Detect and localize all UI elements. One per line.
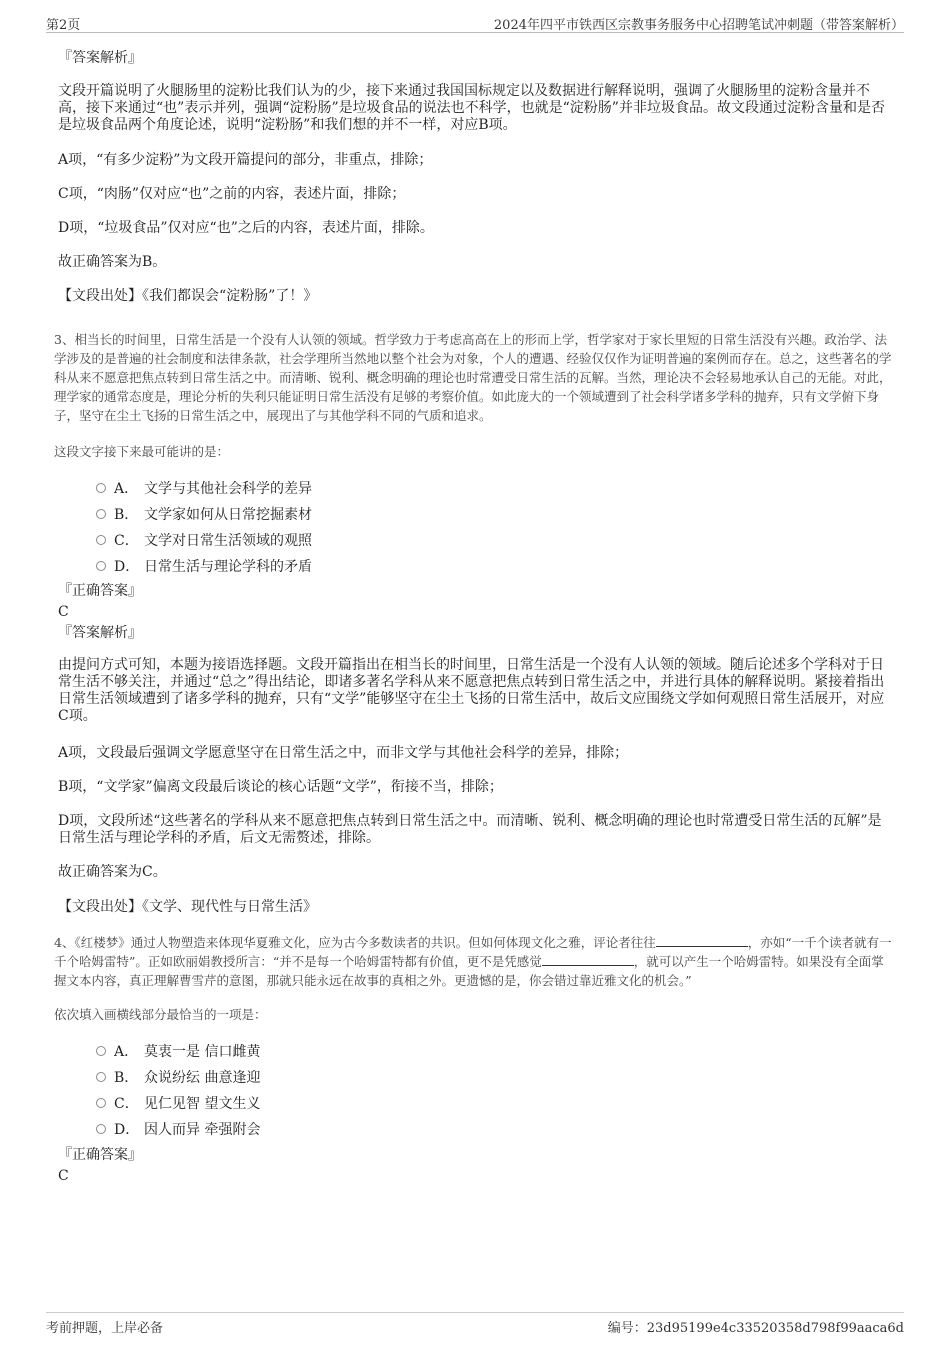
fill-blank-1 [656, 934, 748, 947]
page-number: 第2页 [46, 18, 81, 33]
q3-option-a-note: A项，文段最后强调文学愿意坚守在日常生活之中，而非文学与其他社会科学的差异，排除； [58, 745, 629, 761]
q4-option-a[interactable]: A． 莫衷一是 信口雌黄 [96, 1041, 260, 1061]
q3-option-c[interactable]: C． 文学对日常生活领域的观照 [96, 530, 312, 550]
q3-option-d[interactable]: D． 日常生活与理论学科的矛盾 [96, 556, 312, 576]
q3-question-text: 3、相当长的时间里，日常生活是一个没有人认领的领域。哲学致力于考虑高高在上的形而上学，哲学家对于家长里短的日常生活没有兴趣。政治学、法学涉及的是普遍的社会制度和法律条款，社会学理所当然地以整个社会为对象，个人的遭遇、经验仅仅作为证明普遍的案例而存在。总之，这些著名的学科从来不愿意把焦点转到日常生活之中。而清晰、锐利、概念明确的理论也时常遭受日常生活的瓦解。当然，理论决不会轻易地承认自己的无能。对此，理学家的通常态度是，理论分析的失利只能证明日常生活没有足够的考察价值。如此庞大的一个领域遭到了社会科学诸多学科的抛弃，只有文学俯下身子，坚守在尘土飞扬的日常生活之中，展现出了与其他学科不同的气质和追求。 [54, 332, 892, 423]
fill-blank-2 [542, 953, 634, 966]
q3-option-b[interactable]: B． 文学家如何从日常挖掘素材 [96, 504, 312, 524]
q2-source: 【文段出处】《我们都误会“淀粉肠”了！》 [58, 288, 318, 304]
q4-answer: C [58, 1168, 69, 1184]
q4-option-c[interactable]: C． 见仁见智 望文生义 [96, 1093, 260, 1113]
radio-icon[interactable] [96, 1072, 106, 1082]
page-footer [46, 1312, 904, 1337]
radio-icon[interactable] [96, 1124, 106, 1134]
document-title: 2024年四平市铁西区宗教事务服务中心招聘笔试冲刺题（带答案解析） [493, 18, 904, 33]
q3-option-a[interactable]: A． 文学与其他社会科学的差异 [96, 478, 312, 498]
q4-prompt: 依次填入画横线部分最恰当的一项是： [54, 1007, 267, 1022]
radio-icon[interactable] [96, 1046, 106, 1056]
q2-option-d-note: D项，“垃圾食品”仅对应“也”之后的内容，表述片面，排除。 [58, 220, 434, 236]
page-header [46, 12, 904, 33]
q2-analysis: 文段开篇说明了火腿肠里的淀粉比我们认为的少，接下来通过我国国标规定以及数据进行解释说明，强调了火腿肠里的淀粉含量并不高，接下来通过“也”表示并列，强调“淀粉肠”是垃圾食品的说法也不科学，也就是“淀粉肠”并非垃圾食品。故文段通过淀粉含量和是否是垃圾食品两个角度论述，说明“淀粉肠”和我们想的并不一样，对应B项。 [58, 83, 885, 133]
footer-slogan: 考前押题，上岸必备 [46, 1321, 164, 1336]
q3-option-b-note: B项，“文学家”偏离文段最后谈论的核心话题“文学”，衔接不当，排除； [58, 779, 503, 795]
radio-icon[interactable] [96, 561, 106, 571]
q2-option-a-note: A项，“有多少淀粉”为文段开篇提问的部分，非重点，排除； [58, 152, 433, 168]
q4-option-b[interactable]: B． 众说纷纭 曲意逢迎 [96, 1067, 260, 1087]
q4-option-d[interactable]: D． 因人而异 牵强附会 [96, 1119, 260, 1139]
document-id: 编号：23d95199e4c33520358d798f99aaca6d [607, 1321, 904, 1336]
radio-icon[interactable] [96, 483, 106, 493]
q3-answer-label: 『正确答案』 [58, 583, 142, 599]
radio-icon[interactable] [96, 535, 106, 545]
q3-analysis: 由提问方式可知，本题为接语选择题。文段开篇指出在相当长的时间里，日常生活是一个没有人认领的领域。随后论述多个学科对于日常生活不够关注，并通过“总之”得出结论，即诸多著名学科从来不愿意把焦点转到日常生活之中，并进行具体的解释说明。紧接着指出日常生活领域遭到了诸多学科的抛弃，只有“文学”能够坚守在尘土飞扬的日常生活中，故后文应围绕文学如何观照日常生活展开，对应C项。 [58, 657, 885, 724]
q2-analysis-label: 『答案解析』 [58, 50, 142, 66]
q3-source: 【文段出处】《文学、现代性与日常生活》 [58, 899, 317, 915]
q4-question-text: 4、《红楼梦》通过人物塑造来体现华夏雅文化，应为古今多数读者的共识。但如何体现文化之雅，评论者往往 ，亦如“一千个读者就有一千个哈姆雷特”。正如欧丽娟教授所言：“并不是每一个哈姆雷特都有价值，更不是凭感觉 ，就可以产生一个哈姆雷特。如果没有全面掌握文本内容，真正理解曹雪芹的意图，那就只能永远在故事的真相之外。更遗憾的是，你会错过靠近雅文化的机会。” [54, 935, 892, 988]
q3-option-d-note: D项，文段所述“这些著名的学科从来不愿意把焦点转到日常生活之中。而清晰、锐利、概念明确的理论也时常遭受日常生活的瓦解”是日常生活与理论学科的矛盾，后文无需赘述，排除。 [58, 813, 882, 846]
radio-icon[interactable] [96, 509, 106, 519]
radio-icon[interactable] [96, 1098, 106, 1108]
q3-conclusion: 故正确答案为C。 [58, 864, 167, 880]
q3-answer: C [58, 604, 69, 620]
q2-option-c-note: C项，“肉肠”仅对应“也”之前的内容，表述片面，排除； [58, 186, 406, 202]
q3-analysis-label: 『答案解析』 [58, 625, 142, 641]
q2-conclusion: 故正确答案为B。 [58, 254, 167, 270]
q4-answer-label: 『正确答案』 [58, 1147, 142, 1163]
q3-prompt: 这段文字接下来最可能讲的是： [54, 444, 230, 459]
